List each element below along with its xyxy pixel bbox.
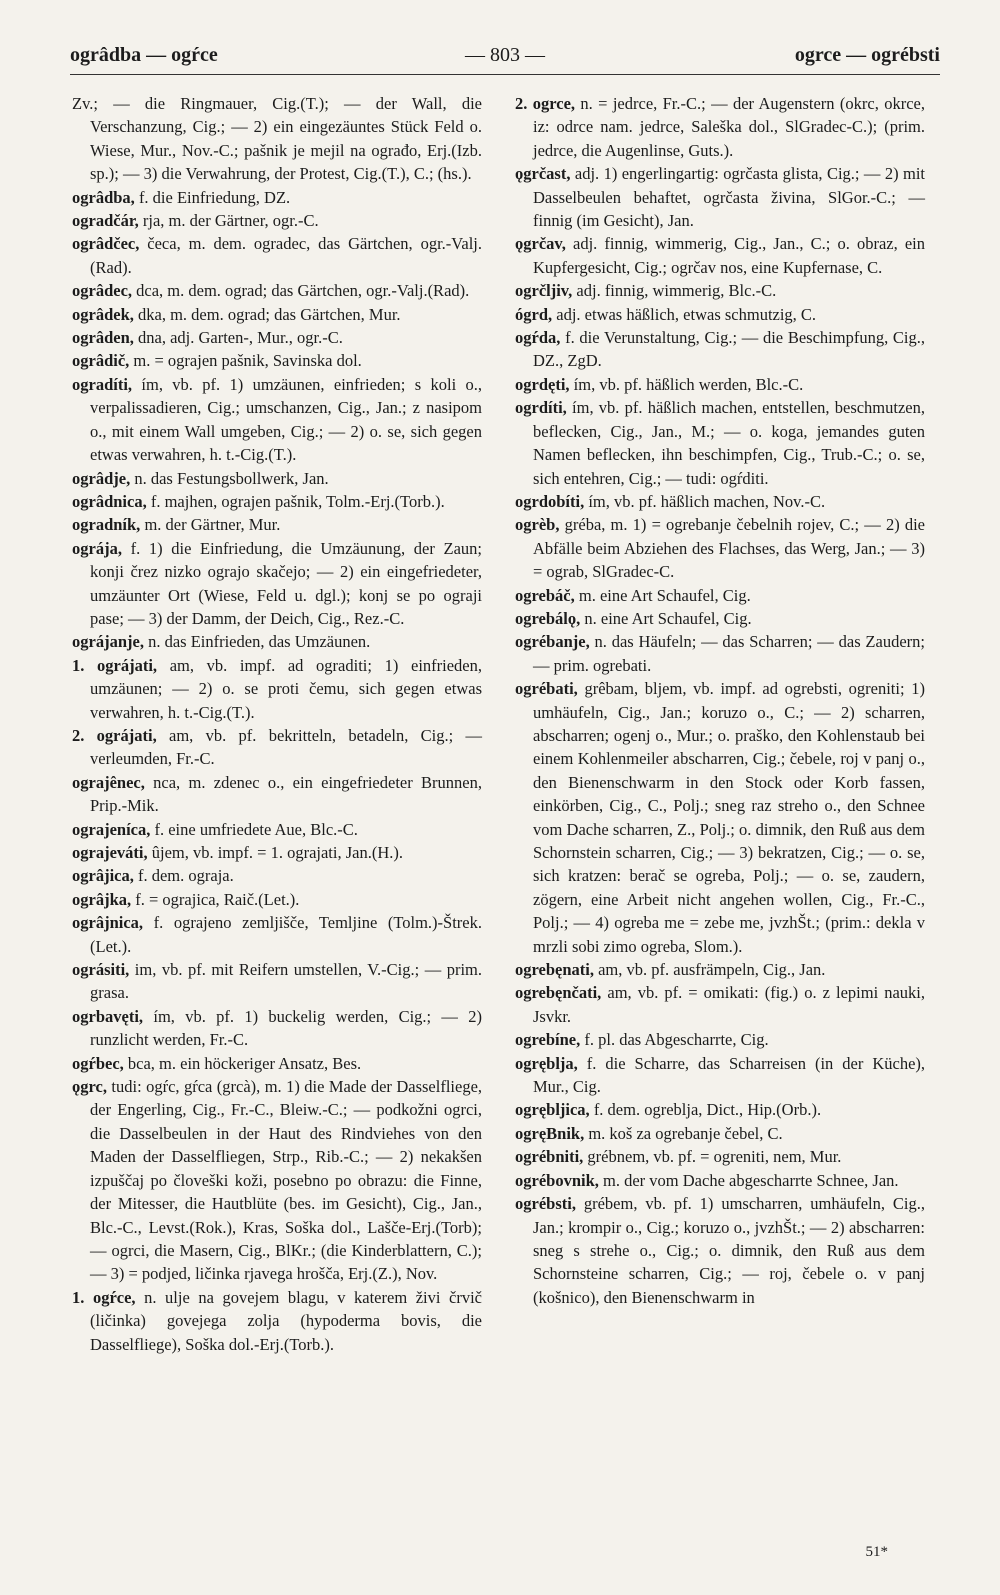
entry-headword: ogrâdje,: [72, 468, 131, 488]
dictionary-entry: [72, 654, 482, 724]
dictionary-entry: [72, 864, 482, 887]
dictionary-entry: [72, 1005, 483, 1052]
entry-headword: ǫgrčav,: [515, 234, 566, 254]
entry-headword: ográja,: [72, 538, 122, 558]
entry-definition: gréba, m. 1) = ogrebanje čebelnih rojev, C.; — 2) die Abfälle beim Abziehen des Flachses, das Werg, Jan.; — 3) = ograb, SlGradec-C.: [533, 515, 926, 582]
entry-headword: ogrebęnčati,: [515, 983, 602, 1003]
dictionary-entry: [72, 630, 482, 653]
dictionary-entry: [515, 1122, 925, 1145]
dictionary-entry: [515, 1028, 925, 1051]
dictionary-entry: [72, 326, 482, 349]
dictionary-entry: [515, 584, 925, 607]
entry-headword: ogrâdnica,: [72, 491, 147, 511]
entry-definition: dca, m. dem. ograd; das Gärtchen, ogr.-Valj.(Rad).: [136, 281, 470, 301]
entry-definition: adj. finnig, wimmerig, Cig., Jan., C.; o. obraz, ein Kupfergesicht, Cig.; ogrčav nos, eine Kupfernase, C.: [533, 234, 926, 277]
entry-headword: 1. ogŕce,: [72, 1287, 136, 1307]
entry-definition: ím, vb. pf. 1) buckelig werden, Cig.; — 2) runzlicht werden, Fr.-C.: [90, 1006, 483, 1050]
dictionary-entry: [72, 888, 482, 911]
entry-definition: f. die Einfriedung, DZ.: [138, 187, 291, 207]
entry-headword: ogrbavęti,: [72, 1006, 144, 1026]
entry-headword: ográsiti,: [72, 960, 130, 980]
entry-definition: f. dem. ogreblja, Dict., Hip.(Orb.).: [593, 1100, 822, 1120]
entry-headword: ogradník,: [72, 515, 141, 535]
entry-headword: ograjeváti,: [72, 843, 148, 862]
entry-definition: ím, vb. pf. häßlich machen, Nov.-C.: [588, 491, 826, 511]
entry-headword: ogrebíne,: [515, 1030, 581, 1050]
dictionary-entry: [72, 958, 482, 1005]
entry-headword: 1. ográjati,: [72, 655, 158, 675]
entry-definition: m. eine Art Schaufel, Cig.: [578, 585, 751, 605]
left-column: [72, 92, 482, 1356]
entry-headword: ogrébsti,: [515, 1194, 576, 1214]
entry-headword: ogrâden,: [72, 328, 134, 348]
dictionary-entry: [72, 513, 482, 536]
entry-definition: ím, vb. pf. 1) umzäunen, einfrieden; s koli o., verpalissadieren, Cig.; umschanzen, Cig., Jan.; z nasipom o., mit einem Wall umgeben, Cig.; — 2) o. se, sich gegen etwas verwahren, h. t.-Cig.(T.).: [90, 374, 483, 465]
dictionary-entry: [515, 630, 925, 677]
dictionary-entry: [515, 513, 926, 583]
entry-headword: ǫgrc,: [72, 1077, 107, 1097]
dictionary-entry: [72, 911, 483, 958]
dictionary-entry: [515, 279, 925, 302]
entry-headword: ogrâdec,: [72, 281, 133, 301]
dictionary-entry: [72, 1052, 482, 1075]
entry-headword: 2. ogrce,: [515, 94, 576, 113]
entry-definition: bca, m. ein höckeriger Ansatz, Bes.: [127, 1053, 362, 1073]
signature-mark: 51*: [865, 1544, 888, 1560]
entry-definition: dna, adj. Garten-, Mur., ogr.-C.: [138, 328, 343, 348]
entry-definition: am, vb. pf. = omikati: (fig.) o. z lepimi nauki, Jsvkr.: [533, 983, 926, 1026]
entry-headword: ogrdęti,: [515, 374, 570, 394]
dictionary-entry: [72, 818, 482, 841]
dictionary-entry: [515, 1052, 926, 1099]
entry-headword: ǫgrčast,: [515, 164, 571, 184]
entry-headword: ogrébovnik,: [515, 1170, 599, 1190]
entry-definition: rja, m. der Gärtner, ogr.-C.: [142, 211, 319, 231]
entry-headword: ogradíti,: [72, 374, 133, 394]
entry-definition: m. der Gärtner, Mur.: [144, 515, 281, 535]
entry-definition: im, vb. pf. mit Reifern umstellen, V.-Cig.; — prim. grasa.: [90, 960, 482, 1003]
dictionary-entry: [72, 841, 482, 864]
entry-headword: ogrâdič,: [72, 351, 130, 371]
dictionary-entry: [515, 677, 925, 958]
header-left-guideword: ogrâdba — ogŕce: [70, 44, 218, 66]
entry-headword: ógrd,: [515, 304, 553, 324]
dictionary-entry: [515, 92, 925, 162]
dictionary-entry: [515, 232, 926, 279]
entry-headword: ogrâjka,: [72, 889, 132, 909]
entry-definition: f. pl. das Abgescharrte, Cig.: [584, 1030, 769, 1050]
entry-definition: am, vb. impf. ad ograditi; 1) einfrieden, umzäunen; — 2) o. se proti čemu, sich gegen etwas verwahren, h. t.-Cig.(T.).: [90, 655, 482, 722]
entry-headword: ogrebálǫ,: [515, 608, 581, 628]
dictionary-entry: [515, 490, 925, 513]
dictionary-entry: [72, 232, 483, 279]
entry-definition: ím, vb. pf. häßlich machen, entstellen, beschmutzen, beflecken, Cig., Jan., M.; — o. koga, jemandes guten Namen beflecken, ihn beschimpfen, Cig., Trub.-C.; o. se, sich entehren, Cig.; — tudi: ogŕditi.: [533, 398, 926, 488]
dictionary-entry: [72, 1286, 482, 1356]
entry-definition: ím, vb. pf. häßlich werden, Blc.-C.: [573, 374, 804, 394]
entry-definition: m. koš za ogrebanje čebel, C.: [588, 1123, 783, 1143]
entry-definition: f. 1) die Einfriedung, die Umzäunung, der Zaun; konji črez nizko ograjo skačejo; — 2) ein eingefriedeter, umzäunter Ort (Wiese, Feld u. dgl.); konj se po ograji pase; — 3) der Damm, der Deich, Cig., Rez.-C.: [90, 538, 482, 628]
entry-headword: ogrèb,: [515, 515, 560, 535]
entry-headword: 2. ográjati,: [72, 725, 157, 745]
dictionary-entry: [72, 209, 482, 232]
entry-headword: ogrebáč,: [515, 585, 575, 605]
entry-headword: ograjênec,: [72, 772, 145, 792]
entry-definition: am, vb. pf. bekritteln, betadeln, Cig.; — verleumden, Fr.-C.: [90, 725, 483, 769]
dictionary-entry: [72, 490, 482, 513]
entry-definition: n. eine Art Schaufel, Cig.: [584, 608, 752, 628]
dictionary-entry: [72, 771, 482, 818]
dictionary-entry: [72, 349, 482, 372]
entry-definition: Zv.; — die Ringmauer, Cig.(T.); — der Wall, die Verschanzung, Cig.; — 2) ein eingezäuntes Stück Feld o. Wiese, Mur., Nov.-C.; pašnik je mejil na ograđo, Erj.(Izb. sp.); — 3) die Verwahrung, der Protest, Cig.(T.), C.; (hs.).: [72, 94, 482, 184]
dictionary-entry: [515, 162, 925, 232]
entry-definition: ûjem, vb. impf. = 1. ograjati, Jan.(H.).: [151, 843, 403, 862]
entry-headword: ogrâdek,: [72, 304, 134, 324]
dictionary-entry: [72, 537, 482, 631]
entry-definition: m. der vom Dache abgescharrte Schnee, Jan.: [603, 1170, 899, 1190]
entry-headword: ogrébanje,: [515, 632, 590, 652]
dictionary-entry: [515, 981, 926, 1028]
dictionary-entry: [515, 326, 925, 373]
entry-definition: n. das Festungsbollwerk, Jan.: [134, 468, 329, 488]
dictionary-entry: [515, 1169, 925, 1192]
entry-definition: f. ograjeno zemljišče, Temljine (Tolm.)-Štrek.(Let.).: [90, 913, 483, 956]
dictionary-entry: [515, 1098, 925, 1121]
entry-headword: ogręBnik,: [515, 1123, 585, 1143]
entry-definition: f. majhen, ograjen pašnik, Tolm.-Erj.(Torb.).: [150, 491, 445, 511]
entry-definition: adj. finnig, wimmerig, Blc.-C.: [576, 281, 777, 301]
entry-definition: n. das Einfrieden, das Umzäunen.: [148, 632, 371, 652]
entry-definition: adj. etwas häßlich, etwas schmutzig, C.: [556, 304, 817, 324]
entry-headword: ogŕda,: [515, 328, 561, 348]
page-number: — 803 —: [465, 44, 545, 66]
page-header: [70, 44, 940, 70]
entry-definition: f. die Verunstaltung, Cig.; — die Beschimpfung, Cig., DZ., ZgD.: [533, 328, 925, 371]
dictionary-entry: [72, 373, 483, 467]
dictionary-entry: [72, 279, 482, 302]
entry-definition: am, vb. pf. ausfrämpeln, Cig., Jan.: [598, 960, 826, 980]
entry-definition: grébem, vb. pf. 1) umscharren, umhäufeln, Cig., Jan.; krompir o., Cig.; koruzo o., jvzhŠt.; — 2) abscharren: sneg s strehe o., Cig.; o. dimnik, den Ruß aus dem Schornsteine scharren, Cig.; — roj, čebele o. v panj (košnico), den Bienenschwarm in: [533, 1194, 925, 1307]
entry-headword: ogrâjnica,: [72, 913, 144, 933]
entry-headword: ogrâdba,: [72, 187, 135, 207]
entry-definition: n. ulje na govejem blagu, v katerem živi črvič (ličinka) govejega zolja (hypoderma bovis, die Dasselfliege), Soška dol.-Erj.(Torb.).: [90, 1287, 482, 1354]
entry-definition: tudi: ogŕc, gŕca (grcà), m. 1) die Made der Dasselfliege, der Engerling, Cig., Fr.-C., Bleiw.-C.; — podkožni ogrci, die Dasselbeulen in der Haut des Rindviehes von den Maden der Dasselfliegen, Strp., Rib.-C.; — 2) nekakšen izpuščaj po človeški koži, posebno po obrazu: die Finne, der Mitesser, die Hautblüte (bes. im Gesicht), Cig., Jan., Blc.-C., Levst.(Rok.), Kras, Soška dol., Lašče-Erj.(Torb); — ogrci, die Masern, Cig., BlKr.; (die Kinderblattern, C.); — 3) = podjed, ličinka rjavega hrošča, Erj.(Z.), Nov.: [90, 1077, 483, 1284]
right-column: [515, 92, 925, 1309]
entry-headword: ogrebęnati,: [515, 960, 594, 980]
dictionary-entry: [72, 92, 482, 186]
entry-definition: dka, m. dem. ograd; das Gärtchen, Mur.: [138, 304, 401, 324]
entry-definition: m. = ograjen pašnik, Savinska dol.: [133, 351, 362, 371]
entry-definition: nca, m. zdenec o., ein eingefriedeter Brunnen, Prip.-Mik.: [90, 772, 482, 816]
entry-definition: f. die Scharre, das Scharreisen (in der Küche), Mur., Cig.: [533, 1053, 926, 1097]
dictionary-entry: [72, 303, 482, 326]
dictionary-entry: [515, 1145, 925, 1168]
dictionary-entry: [515, 958, 925, 981]
dictionary-entry: [72, 724, 483, 771]
entry-definition: n. das Häufeln; — das Scharren; — das Zaudern; — prim. ogrebati.: [533, 632, 925, 675]
dictionary-entry: [515, 303, 925, 326]
dictionary-entry: [515, 1192, 925, 1309]
entry-headword: ogręblјica,: [515, 1100, 590, 1120]
header-rule: [70, 74, 940, 75]
dictionary-entry: [515, 373, 925, 396]
dictionary-entry: [515, 607, 925, 630]
dictionary-entry: [72, 1075, 483, 1286]
dictionary-entry: [515, 396, 926, 490]
entry-headword: ogrdíti,: [515, 398, 567, 418]
entry-headword: ogrčljiv,: [515, 281, 573, 301]
header-right-guideword: ogrce — ogrébsti: [794, 44, 940, 66]
entry-definition: čeca, m. dem. ogradec, das Gärtchen, ogr.-Valj.(Rad).: [90, 234, 483, 277]
entry-headword: ográjanje,: [72, 632, 144, 652]
entry-headword: ogrâdčec,: [72, 234, 140, 254]
entry-definition: grébnem, vb. pf. = ogreniti, nem, Mur.: [587, 1147, 842, 1167]
dictionary-entry: [72, 467, 482, 490]
entry-definition: adj. 1) engerlingartig: ogrčasta glista, Cig.; — 2) mit Dasselbeulen behaftet, ogrčasta živina, SlGor.-C.; — finnig (im Gesicht), Jan.: [533, 164, 925, 231]
dictionary-entry: [72, 186, 482, 209]
entry-definition: grêbam, bljem, vb. impf. ad ogrebsti, ogreniti; 1) umhäufeln, Cig., Jan.; koruzo o., C.; — 2) scharren, abscharren; ogenj o., Mur.; o. praško, den Kohlenstaub bei einem Kohlenmeiler abscharren, Cig.; čebele, roj v panj o., den Bienenschwarm in den Stock oder Korb fassen, einkörben, Cig., C., Polj.; sneg raz streho o., den Schnee vom Dache scharren, Z., Polj.; o. dimnik, den Ruß aus dem Schornstein scharren, Cig.; — 3) bekratzen, Cig.; — o. se, sich kratzen: berač se ogreba, Polj.; — o. se, zaudern, zögern, eine Arbeit nicht angehen wollen, Cig., Fr.-C., Polj.; — 4) ogreba me = zebe me, jvzhŠt.; (prim.: dekla v mrzli sobi zimo ogreba, Slom.).: [533, 679, 925, 956]
entry-headword: ogŕbec,: [72, 1053, 124, 1073]
entry-headword: ogręblja,: [515, 1053, 578, 1073]
entry-definition: f. eine umfriedete Aue, Blc.-C.: [154, 819, 358, 839]
entry-headword: ogrébati,: [515, 679, 578, 699]
entry-headword: ogrébniti,: [515, 1147, 584, 1167]
entry-headword: ograjeníca,: [72, 819, 151, 839]
entry-headword: ogrdobíti,: [515, 491, 585, 511]
entry-definition: n. = jedrce, Fr.-C.; — der Augenstern (okrc, okrce, iz: odrce nam. jedrce, Saleška dol., SlGradec-C.); (prim. jedrce, die Augenlinse, Guts.).: [533, 94, 925, 160]
entry-definition: f. = ograjica, Raič.(Let.).: [135, 889, 300, 909]
entry-headword: ogrâjica,: [72, 866, 134, 886]
entry-headword: ogradčár,: [72, 211, 139, 231]
entry-definition: f. dem. ograja.: [137, 866, 234, 886]
